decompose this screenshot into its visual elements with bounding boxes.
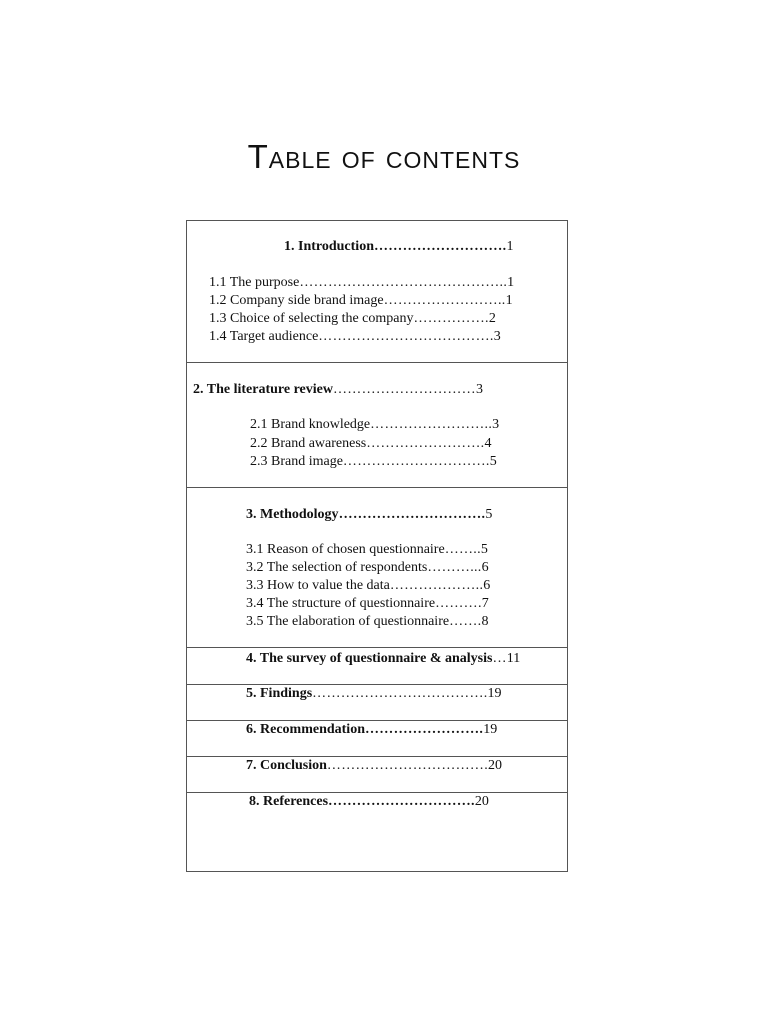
toc-heading-label: 3. Methodology [246, 507, 339, 522]
toc-item-1-4[interactable] [209, 328, 501, 346]
toc-item-1-1[interactable] [209, 274, 514, 292]
toc-leader-dots: ……………. [413, 311, 489, 326]
toc-leader-dots: ………………………………. [318, 329, 494, 344]
toc-item-1-2[interactable] [209, 292, 513, 310]
toc-heading-label: 4. The survey of questionnaire & analysis [246, 651, 493, 666]
toc-item-3-1[interactable] [246, 541, 488, 559]
toc-item-2-2[interactable] [250, 435, 491, 453]
page-title: Table of contents [247, 138, 521, 175]
toc-item-label: 1.3 Choice of selecting the company [209, 311, 414, 326]
toc-leader-dots: ………... [427, 560, 482, 575]
toc-item-label: 2.3 Brand image [250, 454, 343, 469]
toc-page-number: 1 [505, 293, 513, 308]
toc-heading-label: 5. Findings [246, 686, 313, 701]
toc-leader-dots: ………. [435, 596, 482, 611]
toc-page-number: 3 [475, 382, 483, 397]
toc-page-number: 7 [481, 596, 489, 611]
toc-item-3-4[interactable] [246, 595, 489, 613]
toc-leader-dots: …………………….. [383, 293, 506, 308]
toc-page-number: 5 [480, 542, 488, 557]
toc-item-label: 2.2 Brand awareness [250, 436, 367, 451]
toc-heading-introduction[interactable] [284, 238, 513, 256]
toc-item-3-2[interactable] [246, 559, 489, 577]
toc-leader-dots: ………………………………. [312, 686, 488, 701]
toc-page-number: 11 [506, 651, 521, 666]
toc-heading-label: 2. The literature review [193, 382, 333, 397]
toc-heading-references[interactable] [249, 793, 489, 811]
toc-heading-survey[interactable] [246, 650, 520, 668]
toc-leader-dots: ……………….. [389, 578, 484, 593]
toc-item-label: 3.2 The selection of respondents [246, 560, 428, 575]
toc-leader-dots: … [492, 651, 507, 666]
toc-heading-recommendation[interactable] [246, 721, 497, 739]
toc-section-introduction [187, 221, 567, 362]
toc-leader-dots: …………………………. [338, 507, 486, 522]
toc-item-1-3[interactable] [209, 310, 496, 328]
toc-page-number: 2 [488, 311, 496, 326]
toc-table [186, 220, 568, 872]
toc-page-number: 20 [488, 758, 503, 773]
toc-leader-dots: …………………………. [342, 454, 490, 469]
toc-item-label: 1.4 Target audience [209, 329, 319, 344]
toc-page-number: 6 [481, 560, 489, 575]
toc-heading-label: 1. Introduction [284, 239, 374, 254]
toc-heading-methodology[interactable] [246, 506, 492, 524]
toc-leader-dots: …………………………. [328, 794, 475, 809]
toc-page-number: 4 [484, 436, 492, 451]
toc-item-3-5[interactable] [246, 613, 488, 631]
toc-section-recommendation [187, 720, 567, 756]
toc-section-findings [187, 684, 567, 720]
toc-page-number: 8 [481, 614, 489, 629]
toc-item-label: 1.1 The purpose [209, 275, 300, 290]
toc-item-label: 3.4 The structure of questionnaire [246, 596, 436, 611]
toc-leader-dots: ………………………. [373, 239, 507, 254]
toc-leader-dots: …………………………………….. [299, 275, 508, 290]
toc-leader-dots: ……………………. [365, 722, 484, 737]
toc-item-3-3[interactable] [246, 577, 490, 595]
toc-leader-dots: …………………….. [370, 417, 493, 432]
toc-item-label: 3.3 How to value the data [246, 578, 390, 593]
toc-heading-literature-review[interactable] [193, 381, 483, 399]
toc-page-number: 20 [474, 794, 489, 809]
toc-page-number: 19 [487, 686, 502, 701]
toc-page-number: 5 [485, 507, 493, 522]
toc-heading-findings[interactable] [246, 685, 502, 703]
toc-item-2-1[interactable] [250, 416, 499, 434]
toc-heading-label: 7. Conclusion [246, 758, 327, 773]
toc-page-number: 6 [483, 578, 491, 593]
toc-page-number: 19 [483, 722, 498, 737]
toc-heading-label: 8. References [249, 794, 329, 809]
toc-leader-dots: ……. [449, 614, 482, 629]
toc-leader-dots: …….. [444, 542, 481, 557]
toc-item-label: 2.1 Brand knowledge [250, 417, 371, 432]
toc-page-number: 1 [507, 275, 515, 290]
toc-item-2-3[interactable] [250, 453, 497, 471]
toc-page-number: 3 [493, 329, 501, 344]
toc-item-label: 3.1 Reason of chosen questionnaire [246, 542, 445, 557]
toc-section-references [187, 792, 567, 871]
toc-page-number: 1 [506, 239, 514, 254]
toc-section-literature-review [187, 362, 567, 487]
toc-section-survey [187, 647, 567, 684]
toc-item-label: 3.5 The elaboration of questionnaire [246, 614, 450, 629]
toc-leader-dots: ……………………. [366, 436, 485, 451]
toc-item-label: 1.2 Company side brand image [209, 293, 384, 308]
toc-leader-dots: ……………………………. [326, 758, 489, 773]
toc-page-number: 5 [489, 454, 497, 469]
toc-heading-label: 6. Recommendation [246, 722, 365, 737]
toc-page-number: 3 [492, 417, 500, 432]
toc-heading-conclusion[interactable] [246, 757, 502, 775]
toc-leader-dots: ………………………… [332, 382, 476, 397]
toc-section-methodology [187, 487, 567, 647]
toc-section-conclusion [187, 756, 567, 792]
